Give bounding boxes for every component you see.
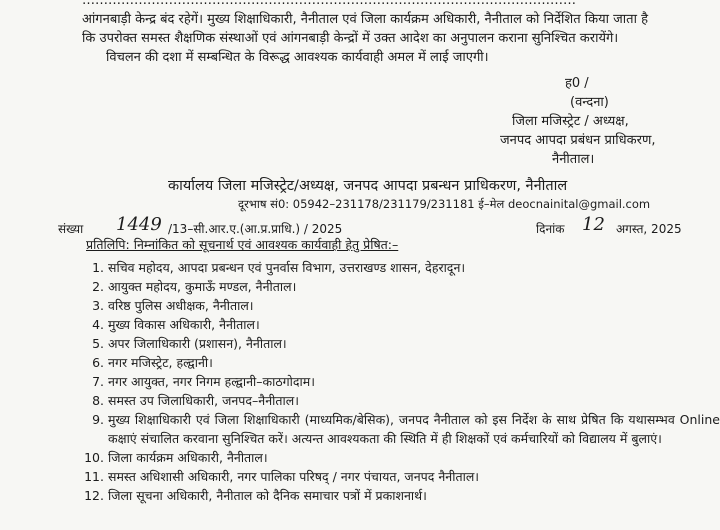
item-number: 1. bbox=[92, 260, 104, 275]
item-number: 8. bbox=[92, 393, 104, 408]
date-label: दिनांक bbox=[536, 222, 565, 236]
intro-line-2: कि उपरोक्त समस्त शैक्षणिक संस्थाओं एवं आंगनबाड़ी केन्द्रों में उक्त आदेश का अनुपालन कराना सुनिश्चित करायेंगे। bbox=[82, 31, 619, 46]
intro-line-cut: …………………………………………………………………………………………………… bbox=[82, 0, 576, 8]
order-closing-paragraph bbox=[82, 0, 692, 67]
item-number: 12. bbox=[84, 488, 104, 503]
signature-designation: जिला मजिस्ट्रेट / अध्यक्ष, bbox=[512, 114, 629, 129]
signature-authority: जनपद आपदा प्रबंधन प्राधिकरण, bbox=[500, 133, 656, 148]
copy-heading: प्रतिलिपि: निम्नांकित को सूचनार्थ एवं आवश्यक कार्यवाही हेतु प्रेषित:– bbox=[86, 237, 399, 252]
list-item bbox=[72, 486, 720, 505]
list-item bbox=[72, 448, 720, 467]
item-text: नगर मजिस्ट्रेट, हल्द्वानी। bbox=[108, 355, 213, 370]
signature-signed: ह0 / bbox=[565, 76, 589, 91]
item-number: 6. bbox=[92, 355, 104, 370]
item-text: आयुक्त महोदय, कुमाऊँ मण्डल, नैनीताल। bbox=[108, 279, 297, 294]
date-month-year: अगस्त, 2025 bbox=[616, 222, 682, 236]
signature-block bbox=[500, 74, 700, 169]
signature-place: नैनीताल। bbox=[552, 152, 595, 167]
intro-line-3: विचलन की दशा में सम्बन्धित के विरूद्ध आवश्यक कार्यवाही अमल में लाई जाएगी। bbox=[106, 50, 489, 65]
item-text: मुख्य शिक्षाधिकारी एवं जिला शिक्षाधिकारी (माध्यमिक/बेसिक), जनपद नैनीताल को इस निर्देश के साथ प्रेषित कि यथासम्भव Online कक्षाएं संचालित करवाना सुनिश्चित करें। अत्यन्त आवश्यकता की स्थिति में ही शिक्षकों एवं कर्मचारियों को विद्यालय में बुलाएं। bbox=[108, 412, 720, 446]
item-text: अपर जिलाधिकारी (प्रशासन), नैनीताल। bbox=[108, 336, 287, 351]
item-number: 11. bbox=[84, 469, 104, 484]
item-text: वरिष्ठ पुलिस अधीक्षक, नैनीताल। bbox=[108, 298, 254, 313]
date-day: 12 bbox=[582, 214, 605, 235]
item-text: मुख्य विकास अधिकारी, नैनीताल। bbox=[108, 317, 260, 332]
item-number: 5. bbox=[92, 336, 104, 351]
item-number: 3. bbox=[92, 298, 104, 313]
list-item bbox=[72, 372, 720, 391]
item-number: 4. bbox=[92, 317, 104, 332]
item-number: 10. bbox=[84, 450, 104, 465]
signature-name: (वन्दना) bbox=[570, 95, 609, 110]
item-text: समस्त उप जिलाधिकारी, जनपद–नैनीताल। bbox=[108, 393, 299, 408]
recipient-list bbox=[72, 258, 720, 505]
office-contact: दूरभाष सं0: 05942–231178/231179/231181 ई–मेल deocnainital@gmail.com bbox=[238, 197, 651, 211]
list-item bbox=[72, 334, 720, 353]
item-text: सचिव महोदय, आपदा प्रबन्धन एवं पुनर्वास विभाग, उत्तराखण्ड शासन, देहरादून। bbox=[108, 260, 466, 275]
list-item bbox=[72, 258, 720, 277]
list-item bbox=[72, 410, 720, 448]
list-item bbox=[72, 277, 720, 296]
reference-number: 1449 bbox=[116, 214, 162, 235]
item-number: 2. bbox=[92, 279, 104, 294]
list-item bbox=[72, 353, 720, 372]
list-item bbox=[72, 391, 720, 410]
item-text: जिला कार्यक्रम अधिकारी, नैनीताल। bbox=[108, 450, 268, 465]
item-number: 7. bbox=[92, 374, 104, 389]
list-item bbox=[72, 296, 720, 315]
reference-label: संख्या bbox=[58, 222, 84, 236]
item-text: जिला सूचना अधिकारी, नैनीताल को दैनिक समाचार पत्रों में प्रकाशनार्थ। bbox=[108, 488, 427, 503]
item-text: नगर आयुक्त, नगर निगम हल्द्वानी–काठगोदाम। bbox=[108, 374, 315, 389]
office-title: कार्यालय जिला मजिस्ट्रेट/अध्यक्ष, जनपद आपदा प्रबन्धन प्राधिकरण, नैनीताल bbox=[168, 178, 568, 194]
intro-line-1: आंगनबाड़ी केन्द्र बंद रहेगें। मुख्य शिक्षाधिकारी, नैनीताल एवं जिला कार्यक्रम अधिकारी, नैनीताल को निर्देशित किया जाता है bbox=[82, 12, 648, 27]
list-item bbox=[72, 315, 720, 334]
reference-code: /13–सी.आर.ए.(आ.प्र.प्राधि.) / 2025 bbox=[168, 222, 343, 236]
list-item bbox=[72, 467, 720, 486]
item-text: समस्त अधिशासी अधिकारी, नगर पालिका परिषद् / नगर पंचायत, जनपद नैनीताल। bbox=[108, 469, 480, 484]
item-number: 9. bbox=[92, 412, 104, 427]
